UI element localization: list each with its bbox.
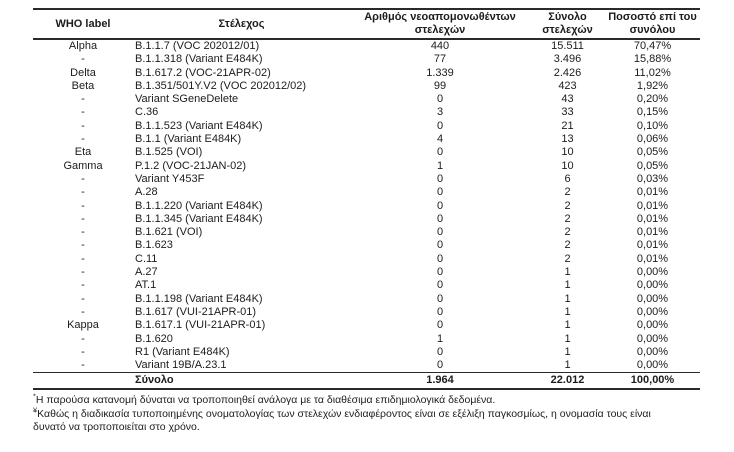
total-cell: 43 <box>561 93 574 106</box>
pct-cell: 0,03% <box>636 172 669 185</box>
strain-cell: AT.1 <box>135 279 157 292</box>
who-label-cell: Gamma <box>63 159 103 172</box>
total-cell: 1 <box>564 292 571 305</box>
total-row-label: Σύνολο <box>133 373 350 390</box>
pct-cell: 0,00% <box>636 345 669 358</box>
who-label-cell: - <box>81 332 85 345</box>
strain-cell: B.1.617.1 (VUI-21APR-01) <box>135 319 266 332</box>
col-header-who-label: WHO label <box>33 9 133 39</box>
who-label-cell: - <box>81 252 85 265</box>
pct-cell: 0,01% <box>636 226 669 239</box>
who-label-cell: - <box>81 172 85 185</box>
new-isolates-cell: 0 <box>436 119 444 132</box>
who-label-cell: - <box>81 279 85 292</box>
pct-cell: 0,01% <box>636 199 669 212</box>
pct-cell: 0,01% <box>636 212 669 225</box>
col-header-strain: Στέλεχος <box>133 9 350 39</box>
who-label-cell: - <box>81 266 85 279</box>
new-isolates-cell: 1 <box>436 332 444 345</box>
who-label-cell: - <box>81 106 85 119</box>
table-footer <box>33 373 700 390</box>
pct-cell: 11,02% <box>634 66 671 79</box>
table-row <box>33 146 700 159</box>
new-isolates-cell: 0 <box>436 239 444 252</box>
total-cell: 10 <box>561 146 574 159</box>
pct-cell: 1,92% <box>636 79 669 92</box>
strain-cell: B.1.1.220 (Variant E484K) <box>135 199 263 212</box>
pct-cell: 0,00% <box>636 332 669 345</box>
footnote-1-text: Η παρούσα κατανομή δύναται να τροποποιηθεί ανάλογα με τα διαθέσιμα επιδημιολογικά δεδομένα. <box>35 394 496 407</box>
new-isolates-cell: 0 <box>436 345 444 358</box>
new-isolates-cell: 0 <box>436 252 444 265</box>
total-row <box>33 373 700 390</box>
footnote-2-marker: ¥ <box>33 405 38 415</box>
pct-cell: 0,01% <box>636 252 669 265</box>
col-header-new-isolates: Αριθμός νεοαπομονωθέντων στελεχών <box>350 9 530 39</box>
new-isolates-cell: 0 <box>436 226 444 239</box>
table-row <box>33 80 700 93</box>
total-cell: 6 <box>564 172 571 185</box>
pct-cell: 70,47% <box>633 40 672 52</box>
who-label-cell: - <box>81 53 85 66</box>
pct-cell: 15,88% <box>633 53 672 66</box>
new-isolates-cell: 0 <box>436 305 444 318</box>
total-row-pct: 100,00% <box>605 373 700 390</box>
who-label-cell: - <box>81 292 85 305</box>
strain-cell: B.1.617 (VUI-21APR-01) <box>135 305 257 318</box>
table-row <box>33 39 700 53</box>
table-row <box>33 133 700 146</box>
strain-cell: B.1.620 <box>135 332 173 345</box>
who-label-cell: Delta <box>70 66 96 79</box>
who-label-cell: Eta <box>74 146 92 159</box>
total-cell: 3.496 <box>553 53 582 66</box>
total-cell: 10 <box>561 159 574 172</box>
table-row <box>33 160 700 173</box>
table-row <box>33 239 700 252</box>
table-row <box>33 106 700 119</box>
who-label-cell: Beta <box>71 79 95 92</box>
strain-cell: A.27 <box>135 266 158 279</box>
new-isolates-cell: 0 <box>436 212 444 225</box>
who-label-cell: - <box>81 93 85 106</box>
new-isolates-cell: 0 <box>436 186 444 199</box>
table-row <box>33 186 700 199</box>
total-cell: 2 <box>564 199 571 212</box>
new-isolates-cell: 1.339 <box>426 66 454 79</box>
new-isolates-cell: 1 <box>436 159 444 172</box>
col-header-pct: Ποσοστό επί του συνόλου <box>605 9 700 39</box>
pct-cell: 0,06% <box>636 133 669 146</box>
new-isolates-cell: 4 <box>436 133 444 146</box>
table-row <box>33 53 700 66</box>
footnote-2-text: Καθώς η διαδικασία τυποποιημένης ονοματολογίας των στελεχών ενδιαφέροντος είναι σε εξέλιξη παγκοσμίως, η ονομασία τους είναι δυνατό να τροποποιείται στο χρόνο. <box>33 407 651 433</box>
pct-cell: 0,00% <box>636 292 669 305</box>
total-cell: 2 <box>564 212 571 225</box>
new-isolates-cell: 0 <box>436 279 444 292</box>
total-cell: 33 <box>561 106 574 119</box>
who-label-cell: - <box>81 199 85 212</box>
total-cell: 21 <box>561 119 574 132</box>
strain-cell: C.36 <box>135 106 159 119</box>
table-row <box>33 359 700 373</box>
pct-cell: 0,00% <box>636 266 669 279</box>
strain-cell: B.1.1 (Variant E484K) <box>135 133 242 146</box>
who-label-cell: - <box>81 359 85 372</box>
total-cell: 423 <box>558 79 577 92</box>
total-cell: 1 <box>564 332 571 345</box>
new-isolates-cell: 0 <box>436 292 444 305</box>
strain-cell: B.1.1.523 (Variant E484K) <box>135 119 263 132</box>
strain-cell: A.28 <box>135 186 158 199</box>
col-header-total: Σύνολο στελεχών <box>530 9 605 39</box>
pct-cell: 0,00% <box>636 319 669 332</box>
strain-cell: C.11 <box>135 252 158 265</box>
table-body <box>33 39 700 373</box>
strain-cell: B.1.1.318 (Variant E484K) <box>135 53 263 66</box>
table-row <box>33 120 700 133</box>
who-label-cell: - <box>81 186 85 199</box>
pct-cell: 0,00% <box>636 305 669 318</box>
who-label-cell: - <box>81 305 85 318</box>
new-isolates-cell: 0 <box>436 199 444 212</box>
footnote-1-marker: * <box>33 391 36 401</box>
who-label-cell: - <box>81 133 85 146</box>
total-row-new-isolates: 1.964 <box>350 373 530 390</box>
table-header <box>33 9 700 39</box>
table-row <box>33 306 700 319</box>
strain-cell: Variant 19B/A.23.1 <box>135 359 227 372</box>
pct-cell: 0,01% <box>636 186 669 199</box>
new-isolates-cell: 0 <box>436 266 444 279</box>
total-cell: 13 <box>561 133 574 146</box>
table-row <box>33 279 700 292</box>
table-row <box>33 226 700 239</box>
table-row <box>33 253 700 266</box>
table-row <box>33 319 700 332</box>
total-row-spacer <box>33 373 133 390</box>
total-cell: 2 <box>564 226 571 239</box>
header-row <box>33 9 700 39</box>
variants-table <box>33 8 700 390</box>
strain-cell: P.1.2 (VOC-21JAN-02) <box>135 159 247 172</box>
pct-cell: 0,00% <box>636 279 669 292</box>
strain-cell: B.1.351/501Y.V2 (VOC 202012/02) <box>135 79 307 92</box>
new-isolates-cell: 440 <box>430 40 450 52</box>
new-isolates-cell: 0 <box>436 319 444 332</box>
total-cell: 1 <box>564 266 571 279</box>
who-label-cell: - <box>81 226 85 239</box>
new-isolates-cell: 99 <box>433 79 447 92</box>
total-cell: 2 <box>564 252 571 265</box>
who-label-cell: Alpha <box>68 40 98 52</box>
strain-cell: B.1.1.198 (Variant E484K) <box>135 292 263 305</box>
pct-cell: 0,01% <box>636 239 669 252</box>
new-isolates-cell: 0 <box>436 93 444 106</box>
strain-cell: B.1.1.7 (VOC 202012/01) <box>135 40 260 52</box>
total-cell: 1 <box>564 305 571 318</box>
pct-cell: 0,00% <box>636 359 669 372</box>
strain-cell: R1 (Variant E484K) <box>135 345 230 358</box>
strain-cell: B.1.623 <box>135 239 173 252</box>
table-row <box>33 93 700 106</box>
table-row <box>33 213 700 226</box>
footnote-2 <box>33 405 685 434</box>
total-row-total: 22.012 <box>530 373 605 390</box>
who-label-cell: - <box>81 119 85 132</box>
total-cell: 1 <box>564 359 571 372</box>
strain-cell: Variant SGeneDelete <box>135 93 239 106</box>
total-cell: 2 <box>564 239 571 252</box>
table-row <box>33 67 700 80</box>
new-isolates-cell: 0 <box>436 146 444 159</box>
pct-cell: 0,15% <box>636 106 669 119</box>
who-label-cell: Kappa <box>67 319 99 332</box>
total-cell: 2 <box>564 186 571 199</box>
pct-cell: 0,05% <box>636 146 669 159</box>
who-label-cell: - <box>81 345 85 358</box>
strain-cell: B.1.621 (VOI) <box>135 226 203 239</box>
who-label-cell: - <box>81 239 85 252</box>
table-row <box>33 266 700 279</box>
total-cell: 15.511 <box>551 40 584 52</box>
table-row <box>33 333 700 346</box>
pct-cell: 0,10% <box>636 119 669 132</box>
table-row <box>33 293 700 306</box>
footnotes <box>33 391 685 434</box>
strain-cell: Variant Y453F <box>135 172 205 185</box>
who-label-cell: - <box>81 212 85 225</box>
strain-cell: B.1.617.2 (VOC-21APR-02) <box>135 66 271 79</box>
pct-cell: 0,05% <box>636 159 669 172</box>
new-isolates-cell: 0 <box>436 172 444 185</box>
new-isolates-cell: 77 <box>433 53 447 66</box>
new-isolates-cell: 3 <box>436 106 444 119</box>
total-cell: 1 <box>564 319 571 332</box>
new-isolates-cell: 0 <box>436 359 444 372</box>
total-cell: 2.426 <box>553 66 582 79</box>
total-cell: 1 <box>564 279 571 292</box>
footnote-1 <box>33 391 685 407</box>
table-row <box>33 200 700 213</box>
table-row <box>33 346 700 359</box>
strain-cell: B.1.525 (VOI) <box>135 146 203 159</box>
table-row <box>33 173 700 186</box>
total-cell: 1 <box>564 345 571 358</box>
strain-cell: B.1.1.345 (Variant E484K) <box>135 212 263 225</box>
pct-cell: 0,20% <box>636 93 669 106</box>
